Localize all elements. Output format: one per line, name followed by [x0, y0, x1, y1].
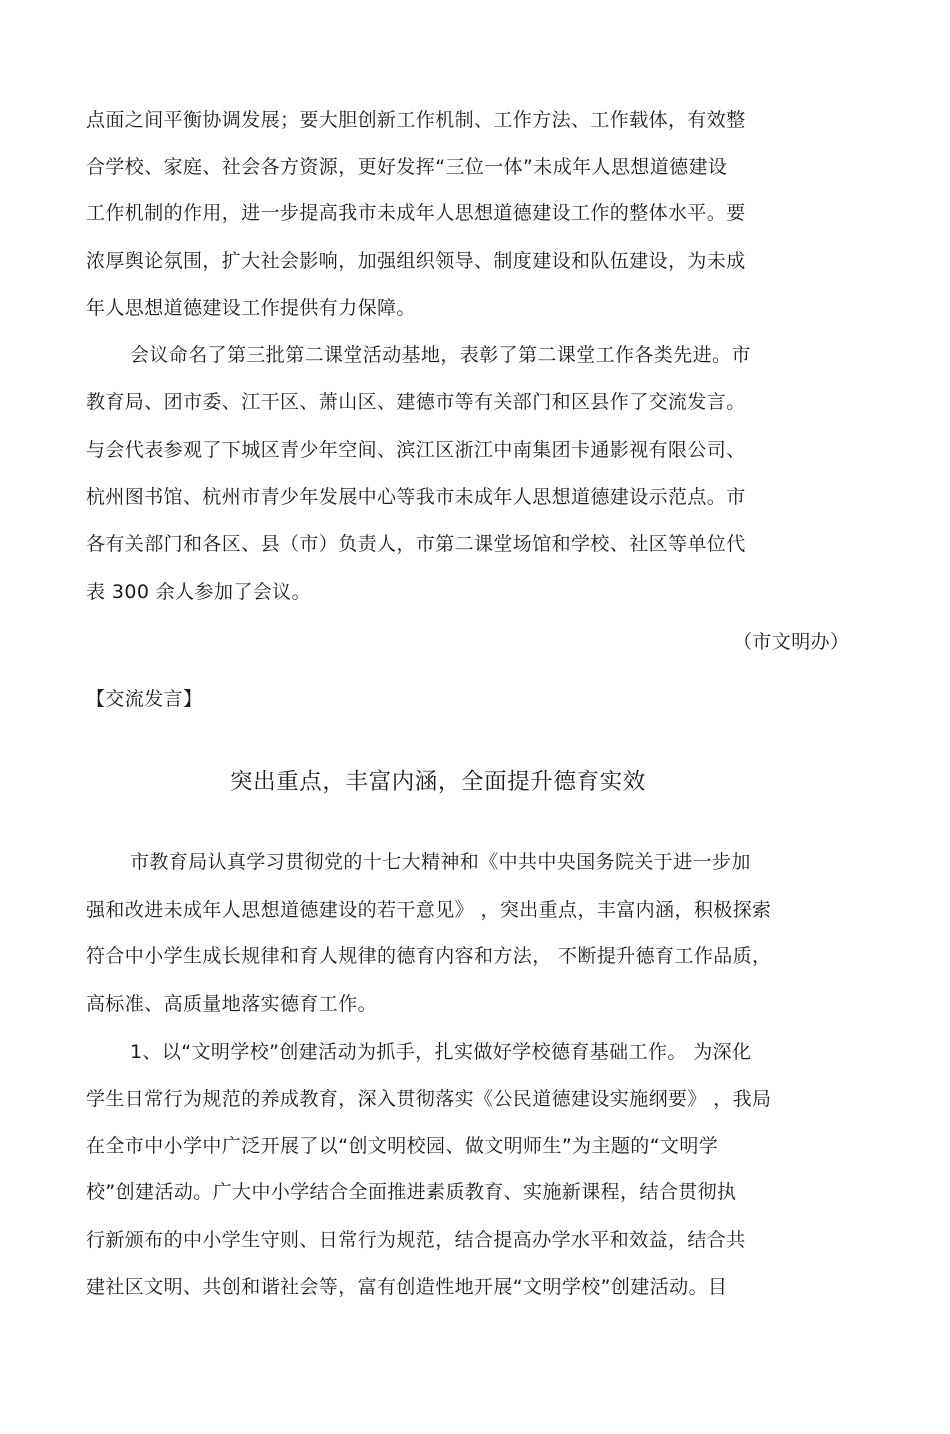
paragraph-line: 浓厚舆论氛围，扩大社会影响，加强组织领导、制度建设和队伍建设，为未成: [86, 250, 746, 272]
paragraph-line: 在全市中小学中广泛开展了以“创文明校园、做文明师生”为主题的“文明学: [86, 1135, 719, 1157]
paragraph-line: 会议命名了第三批第二课堂活动基地，表彰了第二课堂工作各类先进。市: [130, 344, 751, 366]
paragraph-line: 各有关部门和各区、县（市）负责人，市第二课堂场馆和学校、社区等单位代: [86, 533, 746, 555]
paragraph-line: 建社区文明、共创和谐社会等，富有创造性地开展“文明学校”创建活动。目: [86, 1276, 728, 1298]
paragraph-line: 1、以“文明学校”创建活动为抓手，扎实做好学校德育基础工作。 为深化: [130, 1041, 752, 1063]
paragraph-line: 高标准、高质量地落实德育工作。: [86, 993, 378, 1015]
article-title: 突出重点，丰富内涵，全面提升德育实效: [230, 769, 646, 795]
paragraph-line: 年人思想道德建设工作提供有力保障。: [86, 297, 416, 319]
paragraph-line: 校”创建活动。广大中小学结合全面推进素质教育、实施新课程，结合贯彻执: [86, 1181, 737, 1203]
paragraph-line: 杭州图书馆、杭州市青少年发展中心等我市未成年人思想道德建设示范点。市: [86, 486, 746, 508]
section-heading: 【交流发言】: [86, 688, 203, 710]
paragraph-line: 行新颁布的中小学生守则、日常行为规范，结合提高办学水平和效益，结合共: [86, 1229, 746, 1251]
paragraph-line: 市教育局认真学习贯彻党的十七大精神和《中共中央国务院关于进一步加: [130, 851, 751, 873]
paragraph-line: 工作机制的作用，进一步提高我市未成年人思想道德建设工作的整体水平。要: [86, 202, 746, 224]
paragraph-line: 学生日常行为规范的养成教育，深入贯彻落实《公民道德建设实施纲要》 ，我局: [86, 1088, 772, 1110]
paragraph-line: 点面之间平衡协调发展；要大胆创新工作机制、工作方法、工作载体，有效整: [86, 109, 746, 131]
paragraph-line: 符合中小学生成长规律和育人规律的德育内容和方法， 不断提升德育工作品质，: [86, 945, 772, 967]
paragraph-line: 与会代表参观了下城区青少年空间、滨江区浙江中南集团卡通影视有限公司、: [86, 439, 746, 461]
paragraph-line: 强和改进未成年人思想道德建设的若干意见》 ，突出重点，丰富内涵，积极探索: [86, 899, 772, 921]
paragraph-line: 表 300 余人参加了会议。: [86, 581, 311, 603]
paragraph-line: 教育局、团市委、江干区、萧山区、建德市等有关部门和区县作了交流发言。: [86, 391, 746, 413]
paragraph-line: 合学校、家庭、社会各方资源，更好发挥“三位一体”未成年人思想道德建设: [86, 156, 728, 178]
source-note: （市文明办）: [733, 631, 850, 653]
